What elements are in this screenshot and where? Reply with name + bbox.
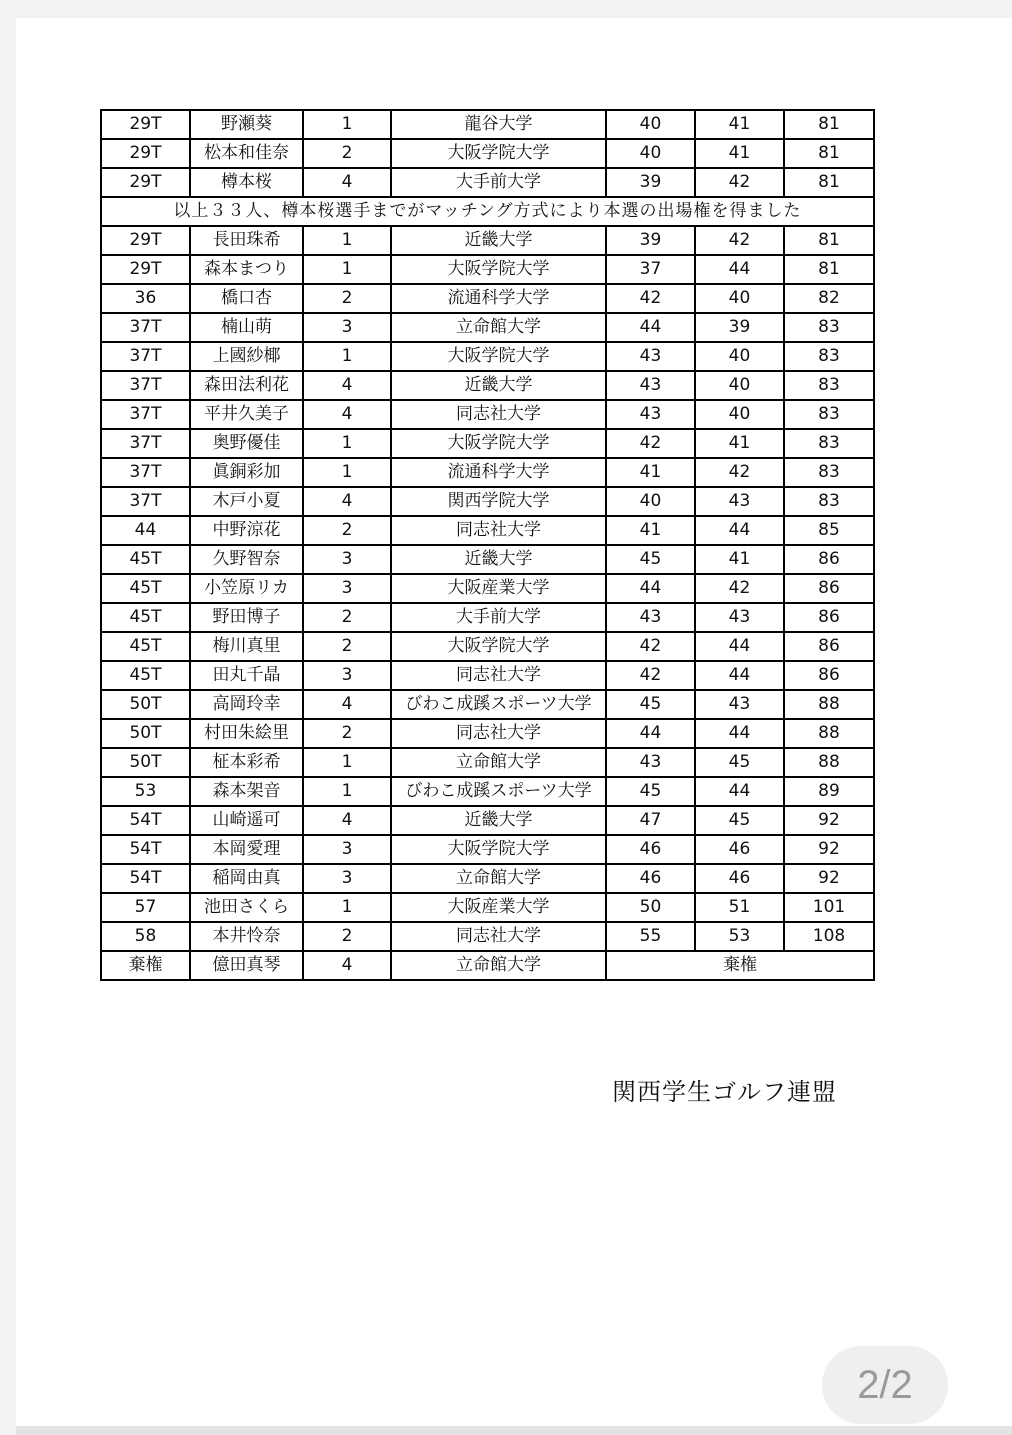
out-score-cell: 42 bbox=[606, 284, 695, 313]
player-name-cell: 平井久美子 bbox=[190, 400, 303, 429]
rank-cell: 29T bbox=[101, 139, 190, 168]
school-cell: 大阪学院大学 bbox=[391, 255, 606, 284]
player-name-cell: 樽本桜 bbox=[190, 168, 303, 197]
table-row bbox=[101, 284, 874, 313]
page-indicator: 2/2 bbox=[822, 1346, 948, 1424]
table-row bbox=[101, 226, 874, 255]
in-score-cell: 46 bbox=[695, 835, 784, 864]
in-score-cell: 41 bbox=[695, 110, 784, 139]
rank-cell: 29T bbox=[101, 226, 190, 255]
rank-cell: 45T bbox=[101, 545, 190, 574]
qualification-note: 以上３３人、樽本桜選手までがマッチング方式により本選の出場権を得ました bbox=[101, 197, 874, 226]
grade-cell: 4 bbox=[303, 487, 391, 516]
total-score-cell: 81 bbox=[784, 139, 874, 168]
grade-cell: 3 bbox=[303, 864, 391, 893]
rank-cell: 棄権 bbox=[101, 951, 190, 980]
grade-cell: 4 bbox=[303, 690, 391, 719]
rank-cell: 54T bbox=[101, 806, 190, 835]
grade-cell: 1 bbox=[303, 226, 391, 255]
grade-cell: 3 bbox=[303, 313, 391, 342]
player-name-cell: 本岡愛理 bbox=[190, 835, 303, 864]
out-score-cell: 43 bbox=[606, 371, 695, 400]
grade-cell: 2 bbox=[303, 632, 391, 661]
school-cell: 立命館大学 bbox=[391, 864, 606, 893]
school-cell: 流通科学大学 bbox=[391, 458, 606, 487]
out-score-cell: 42 bbox=[606, 661, 695, 690]
grade-cell: 4 bbox=[303, 951, 391, 980]
table-row bbox=[101, 922, 874, 951]
rank-cell: 58 bbox=[101, 922, 190, 951]
player-name-cell: 奥野優佳 bbox=[190, 429, 303, 458]
total-score-cell: 81 bbox=[784, 110, 874, 139]
in-score-cell: 44 bbox=[695, 777, 784, 806]
table-row bbox=[101, 516, 874, 545]
out-score-cell: 40 bbox=[606, 139, 695, 168]
grade-cell: 1 bbox=[303, 777, 391, 806]
rank-cell: 50T bbox=[101, 690, 190, 719]
organization-name: 関西学生ゴルフ連盟 bbox=[612, 1078, 837, 1106]
in-score-cell: 40 bbox=[695, 342, 784, 371]
school-cell: びわこ成蹊スポーツ大学 bbox=[391, 777, 606, 806]
school-cell: 大阪学院大学 bbox=[391, 835, 606, 864]
player-name-cell: 本井怜奈 bbox=[190, 922, 303, 951]
player-name-cell: 松本和佳奈 bbox=[190, 139, 303, 168]
rank-cell: 37T bbox=[101, 371, 190, 400]
school-cell: 大手前大学 bbox=[391, 168, 606, 197]
out-score-cell: 43 bbox=[606, 748, 695, 777]
school-cell: 同志社大学 bbox=[391, 719, 606, 748]
rank-cell: 37T bbox=[101, 400, 190, 429]
grade-cell: 4 bbox=[303, 400, 391, 429]
table-row bbox=[101, 661, 874, 690]
table-row bbox=[101, 255, 874, 284]
table-row bbox=[101, 545, 874, 574]
total-score-cell: 108 bbox=[784, 922, 874, 951]
player-name-cell: 池田さくら bbox=[190, 893, 303, 922]
in-score-cell: 44 bbox=[695, 255, 784, 284]
out-score-cell: 44 bbox=[606, 574, 695, 603]
school-cell: 近畿大学 bbox=[391, 545, 606, 574]
player-name-cell: 野田博子 bbox=[190, 603, 303, 632]
grade-cell: 1 bbox=[303, 893, 391, 922]
grade-cell: 1 bbox=[303, 342, 391, 371]
results-table bbox=[100, 109, 875, 981]
grade-cell: 3 bbox=[303, 545, 391, 574]
rank-cell: 37T bbox=[101, 458, 190, 487]
table-row bbox=[101, 574, 874, 603]
total-score-cell: 92 bbox=[784, 864, 874, 893]
in-score-cell: 41 bbox=[695, 429, 784, 458]
school-cell: 大手前大学 bbox=[391, 603, 606, 632]
rank-cell: 29T bbox=[101, 255, 190, 284]
out-score-cell: 42 bbox=[606, 632, 695, 661]
total-score-cell: 83 bbox=[784, 342, 874, 371]
out-score-cell: 43 bbox=[606, 342, 695, 371]
grade-cell: 2 bbox=[303, 284, 391, 313]
player-name-cell: 上國紗椰 bbox=[190, 342, 303, 371]
out-score-cell: 43 bbox=[606, 603, 695, 632]
in-score-cell: 42 bbox=[695, 226, 784, 255]
player-name-cell: 稲岡由真 bbox=[190, 864, 303, 893]
player-name-cell: 眞銅彩加 bbox=[190, 458, 303, 487]
out-score-cell: 45 bbox=[606, 690, 695, 719]
total-score-cell: 83 bbox=[784, 487, 874, 516]
total-score-cell: 86 bbox=[784, 661, 874, 690]
grade-cell: 1 bbox=[303, 110, 391, 139]
in-score-cell: 45 bbox=[695, 748, 784, 777]
page-edge bbox=[16, 1426, 1012, 1435]
player-name-cell: 億田真琴 bbox=[190, 951, 303, 980]
out-score-cell: 50 bbox=[606, 893, 695, 922]
player-name-cell: 田丸千晶 bbox=[190, 661, 303, 690]
player-name-cell: 橋口杏 bbox=[190, 284, 303, 313]
school-cell: 流通科学大学 bbox=[391, 284, 606, 313]
school-cell: 大阪学院大学 bbox=[391, 632, 606, 661]
grade-cell: 2 bbox=[303, 922, 391, 951]
out-score-cell: 45 bbox=[606, 545, 695, 574]
table-row bbox=[101, 835, 874, 864]
school-cell: 同志社大学 bbox=[391, 661, 606, 690]
total-score-cell: 85 bbox=[784, 516, 874, 545]
total-score-cell: 83 bbox=[784, 429, 874, 458]
out-score-cell: 41 bbox=[606, 458, 695, 487]
in-score-cell: 44 bbox=[695, 661, 784, 690]
grade-cell: 3 bbox=[303, 574, 391, 603]
total-score-cell: 86 bbox=[784, 632, 874, 661]
player-name-cell: 木戸小夏 bbox=[190, 487, 303, 516]
school-cell: 同志社大学 bbox=[391, 400, 606, 429]
rank-cell: 50T bbox=[101, 748, 190, 777]
out-score-cell: 44 bbox=[606, 313, 695, 342]
school-cell: 大阪産業大学 bbox=[391, 574, 606, 603]
in-score-cell: 42 bbox=[695, 168, 784, 197]
table-row bbox=[101, 632, 874, 661]
rank-cell: 53 bbox=[101, 777, 190, 806]
results-body bbox=[101, 110, 874, 980]
in-score-cell: 44 bbox=[695, 719, 784, 748]
table-row bbox=[101, 777, 874, 806]
player-name-cell: 長田珠希 bbox=[190, 226, 303, 255]
total-score-cell: 88 bbox=[784, 748, 874, 777]
in-score-cell: 43 bbox=[695, 603, 784, 632]
out-score-cell: 42 bbox=[606, 429, 695, 458]
school-cell: 同志社大学 bbox=[391, 516, 606, 545]
in-score-cell: 42 bbox=[695, 574, 784, 603]
total-score-cell: 88 bbox=[784, 690, 874, 719]
grade-cell: 1 bbox=[303, 429, 391, 458]
player-name-cell: 小笠原リカ bbox=[190, 574, 303, 603]
out-score-cell: 55 bbox=[606, 922, 695, 951]
table-row bbox=[101, 748, 874, 777]
total-score-cell: 81 bbox=[784, 168, 874, 197]
school-cell: 大阪学院大学 bbox=[391, 139, 606, 168]
total-score-cell: 92 bbox=[784, 835, 874, 864]
rank-cell: 37T bbox=[101, 487, 190, 516]
out-score-cell: 40 bbox=[606, 487, 695, 516]
in-score-cell: 51 bbox=[695, 893, 784, 922]
in-score-cell: 42 bbox=[695, 458, 784, 487]
rank-cell: 54T bbox=[101, 835, 190, 864]
table-row bbox=[101, 342, 874, 371]
grade-cell: 2 bbox=[303, 516, 391, 545]
school-cell: 龍谷大学 bbox=[391, 110, 606, 139]
table-row bbox=[101, 864, 874, 893]
rank-cell: 36 bbox=[101, 284, 190, 313]
grade-cell: 1 bbox=[303, 748, 391, 777]
out-score-cell: 43 bbox=[606, 400, 695, 429]
player-name-cell: 久野智奈 bbox=[190, 545, 303, 574]
out-score-cell: 39 bbox=[606, 226, 695, 255]
school-cell: 大阪産業大学 bbox=[391, 893, 606, 922]
rank-cell: 29T bbox=[101, 168, 190, 197]
total-score-cell: 83 bbox=[784, 371, 874, 400]
grade-cell: 1 bbox=[303, 458, 391, 487]
grade-cell: 4 bbox=[303, 371, 391, 400]
player-name-cell: 森本まつり bbox=[190, 255, 303, 284]
school-cell: 近畿大学 bbox=[391, 806, 606, 835]
grade-cell: 3 bbox=[303, 835, 391, 864]
school-cell: 近畿大学 bbox=[391, 226, 606, 255]
rank-cell: 54T bbox=[101, 864, 190, 893]
total-score-cell: 83 bbox=[784, 313, 874, 342]
total-score-cell: 101 bbox=[784, 893, 874, 922]
in-score-cell: 45 bbox=[695, 806, 784, 835]
player-name-cell: 楠山萌 bbox=[190, 313, 303, 342]
table-row bbox=[101, 371, 874, 400]
school-cell: 立命館大学 bbox=[391, 951, 606, 980]
player-name-cell: 高岡玲幸 bbox=[190, 690, 303, 719]
total-score-cell: 86 bbox=[784, 603, 874, 632]
school-cell: 大阪学院大学 bbox=[391, 342, 606, 371]
table-row bbox=[101, 893, 874, 922]
player-name-cell: 柾本彩希 bbox=[190, 748, 303, 777]
player-name-cell: 山崎遥可 bbox=[190, 806, 303, 835]
out-score-cell: 46 bbox=[606, 864, 695, 893]
rank-cell: 45T bbox=[101, 632, 190, 661]
school-cell: 同志社大学 bbox=[391, 922, 606, 951]
grade-cell: 3 bbox=[303, 661, 391, 690]
school-cell: 立命館大学 bbox=[391, 748, 606, 777]
table-row bbox=[101, 400, 874, 429]
total-score-cell: 88 bbox=[784, 719, 874, 748]
total-score-cell: 86 bbox=[784, 574, 874, 603]
player-name-cell: 梅川真里 bbox=[190, 632, 303, 661]
in-score-cell: 43 bbox=[695, 487, 784, 516]
school-cell: 関西学院大学 bbox=[391, 487, 606, 516]
table-row bbox=[101, 429, 874, 458]
out-score-cell: 46 bbox=[606, 835, 695, 864]
grade-cell: 2 bbox=[303, 719, 391, 748]
in-score-cell: 46 bbox=[695, 864, 784, 893]
school-cell: びわこ成蹊スポーツ大学 bbox=[391, 690, 606, 719]
grade-cell: 2 bbox=[303, 603, 391, 632]
grade-cell: 2 bbox=[303, 139, 391, 168]
qualification-note-row bbox=[101, 197, 874, 226]
table-row bbox=[101, 110, 874, 139]
in-score-cell: 39 bbox=[695, 313, 784, 342]
in-score-cell: 41 bbox=[695, 139, 784, 168]
table-row bbox=[101, 313, 874, 342]
out-score-cell: 40 bbox=[606, 110, 695, 139]
withdrawn-status-cell: 棄権 bbox=[606, 951, 874, 980]
table-row bbox=[101, 458, 874, 487]
rank-cell: 45T bbox=[101, 574, 190, 603]
table-row bbox=[101, 139, 874, 168]
withdrawn-row bbox=[101, 951, 874, 980]
out-score-cell: 39 bbox=[606, 168, 695, 197]
total-score-cell: 89 bbox=[784, 777, 874, 806]
rank-cell: 37T bbox=[101, 313, 190, 342]
in-score-cell: 43 bbox=[695, 690, 784, 719]
in-score-cell: 40 bbox=[695, 284, 784, 313]
rank-cell: 29T bbox=[101, 110, 190, 139]
total-score-cell: 83 bbox=[784, 458, 874, 487]
total-score-cell: 83 bbox=[784, 400, 874, 429]
grade-cell: 4 bbox=[303, 806, 391, 835]
rank-cell: 45T bbox=[101, 661, 190, 690]
out-score-cell: 44 bbox=[606, 719, 695, 748]
in-score-cell: 40 bbox=[695, 400, 784, 429]
table-row bbox=[101, 487, 874, 516]
rank-cell: 37T bbox=[101, 429, 190, 458]
out-score-cell: 47 bbox=[606, 806, 695, 835]
school-cell: 近畿大学 bbox=[391, 371, 606, 400]
rank-cell: 57 bbox=[101, 893, 190, 922]
rank-cell: 45T bbox=[101, 603, 190, 632]
in-score-cell: 44 bbox=[695, 516, 784, 545]
grade-cell: 4 bbox=[303, 168, 391, 197]
player-name-cell: 森田法利花 bbox=[190, 371, 303, 400]
in-score-cell: 41 bbox=[695, 545, 784, 574]
in-score-cell: 53 bbox=[695, 922, 784, 951]
total-score-cell: 92 bbox=[784, 806, 874, 835]
total-score-cell: 86 bbox=[784, 545, 874, 574]
player-name-cell: 森本架音 bbox=[190, 777, 303, 806]
table-row bbox=[101, 168, 874, 197]
rank-cell: 37T bbox=[101, 342, 190, 371]
school-cell: 立命館大学 bbox=[391, 313, 606, 342]
player-name-cell: 村田朱絵里 bbox=[190, 719, 303, 748]
total-score-cell: 81 bbox=[784, 255, 874, 284]
school-cell: 大阪学院大学 bbox=[391, 429, 606, 458]
rank-cell: 50T bbox=[101, 719, 190, 748]
table-row bbox=[101, 719, 874, 748]
rank-cell: 44 bbox=[101, 516, 190, 545]
total-score-cell: 82 bbox=[784, 284, 874, 313]
table-row bbox=[101, 690, 874, 719]
total-score-cell: 81 bbox=[784, 226, 874, 255]
out-score-cell: 37 bbox=[606, 255, 695, 284]
player-name-cell: 野瀬葵 bbox=[190, 110, 303, 139]
out-score-cell: 41 bbox=[606, 516, 695, 545]
in-score-cell: 40 bbox=[695, 371, 784, 400]
table-row bbox=[101, 806, 874, 835]
in-score-cell: 44 bbox=[695, 632, 784, 661]
out-score-cell: 45 bbox=[606, 777, 695, 806]
table-row bbox=[101, 603, 874, 632]
grade-cell: 1 bbox=[303, 255, 391, 284]
player-name-cell: 中野涼花 bbox=[190, 516, 303, 545]
